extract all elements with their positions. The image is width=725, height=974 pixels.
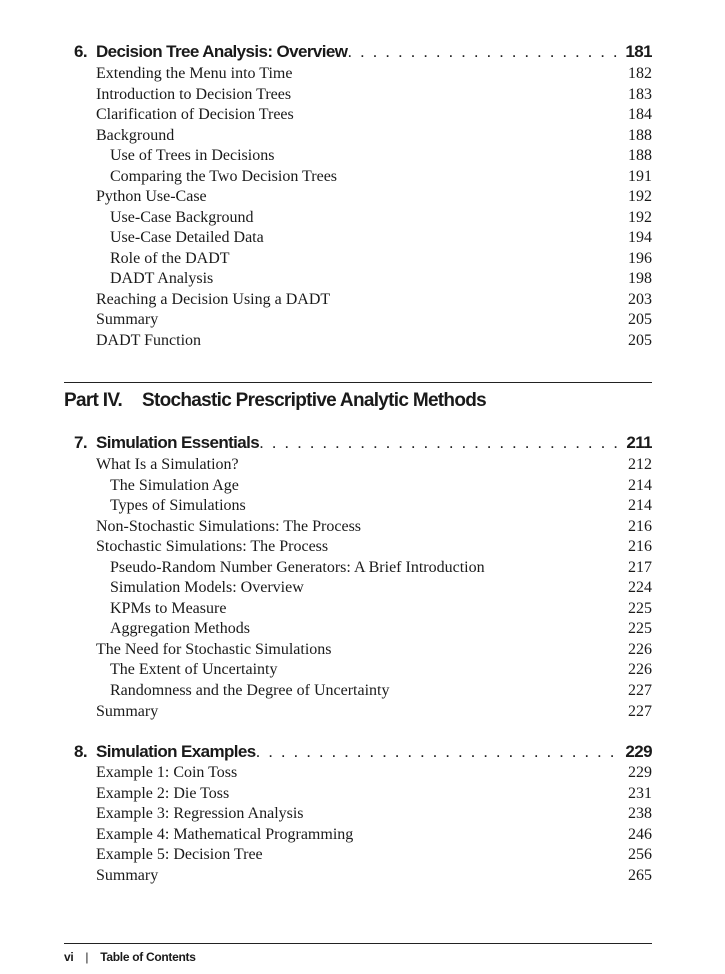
- page-footer: [64, 950, 196, 964]
- toc-entry[interactable]: [96, 332, 652, 352]
- toc-subentry[interactable]: [110, 209, 652, 229]
- entry-page: 188: [628, 127, 652, 144]
- footer-rule: [64, 943, 652, 944]
- toc-entry[interactable]: [96, 127, 652, 147]
- entry-label: The Extent of Uncertainty: [110, 661, 278, 678]
- entry-page: 216: [628, 518, 652, 535]
- entry-page: 217: [628, 559, 652, 576]
- toc-subentry[interactable]: [110, 559, 652, 579]
- toc-subentry[interactable]: [110, 497, 652, 517]
- entry-page: 183: [628, 86, 652, 103]
- entry-page: 246: [628, 826, 652, 843]
- entry-label: Background: [96, 127, 175, 144]
- entry-label: Aggregation Methods: [110, 620, 250, 637]
- entry-page: 205: [628, 311, 652, 328]
- toc-subentry[interactable]: [110, 168, 652, 188]
- toc-entry[interactable]: [96, 785, 652, 805]
- toc-subentry[interactable]: [110, 600, 652, 620]
- entry-page: 205: [628, 332, 652, 349]
- entry-page: 192: [628, 209, 652, 226]
- entry-label: Summary: [96, 867, 159, 884]
- chapter-title: Simulation Examples: [96, 742, 256, 761]
- entry-page: 191: [628, 168, 652, 185]
- toc-entry[interactable]: [96, 764, 652, 784]
- entry-label: Reaching a Decision Using a DADT: [96, 291, 331, 308]
- entry-label: Comparing the Two Decision Trees: [110, 168, 338, 185]
- toc-subentry[interactable]: [110, 229, 652, 249]
- toc-entry[interactable]: [96, 65, 652, 85]
- toc-entry[interactable]: [96, 291, 652, 311]
- chapter-page-number: 229: [625, 742, 652, 761]
- entry-label: Summary: [96, 703, 159, 720]
- toc-subentry[interactable]: [110, 620, 652, 640]
- entry-label: The Need for Stochastic Simulations: [96, 641, 332, 658]
- entry-label: Python Use-Case: [96, 188, 207, 205]
- chapter-page-number: 181: [625, 42, 652, 61]
- entry-label: Summary: [96, 311, 159, 328]
- toc-subentry[interactable]: [110, 661, 652, 681]
- entry-page: 188: [628, 147, 652, 164]
- entry-label: Use-Case Background: [110, 209, 254, 226]
- entry-label: Non-Stochastic Simulations: The Process: [96, 518, 362, 535]
- chapter-number: 8.: [74, 742, 87, 761]
- entry-page: 194: [628, 229, 652, 246]
- toc-entry[interactable]: [96, 106, 652, 126]
- part-divider-rule: [64, 382, 652, 383]
- entry-page: 225: [628, 620, 652, 637]
- toc-entry[interactable]: [96, 867, 652, 887]
- chapter-title: Simulation Essentials: [96, 433, 260, 452]
- chapter-page-number: 211: [626, 433, 652, 452]
- dot-leader: [259, 433, 618, 453]
- toc-subentry[interactable]: [110, 579, 652, 599]
- entry-page: 214: [628, 477, 652, 494]
- toc-subentry[interactable]: [110, 270, 652, 290]
- part-label: Part IV.: [64, 390, 123, 411]
- entry-label: What Is a Simulation?: [96, 456, 239, 473]
- entry-label: DADT Analysis: [110, 270, 214, 287]
- toc-entry[interactable]: [96, 641, 652, 661]
- entry-page: 182: [628, 65, 652, 82]
- part-heading[interactable]: [64, 390, 486, 416]
- entry-page: 212: [628, 456, 652, 473]
- entry-label: Example 4: Mathematical Programming: [96, 826, 354, 843]
- entry-label: Example 1: Coin Toss: [96, 764, 238, 781]
- toc-subentry[interactable]: [110, 147, 652, 167]
- entry-page: 225: [628, 600, 652, 617]
- entry-label: Example 2: Die Toss: [96, 785, 230, 802]
- entry-label: Example 3: Regression Analysis: [96, 805, 304, 822]
- toc-entry[interactable]: [96, 826, 652, 846]
- toc-subentry[interactable]: [110, 682, 652, 702]
- entry-label: Simulation Models: Overview: [110, 579, 304, 596]
- chapter-8-heading[interactable]: [74, 742, 652, 766]
- entry-page: 226: [628, 661, 652, 678]
- entry-label: Types of Simulations: [110, 497, 246, 514]
- part-title: Stochastic Prescriptive Analytic Methods: [142, 390, 487, 411]
- dot-leader: [347, 42, 617, 62]
- entry-label: Role of the DADT: [110, 250, 230, 267]
- toc-entry[interactable]: [96, 86, 652, 106]
- entry-page: 203: [628, 291, 652, 308]
- entry-label: Use of Trees in Decisions: [110, 147, 275, 164]
- toc-entry[interactable]: [96, 846, 652, 866]
- entry-label: KPMs to Measure: [110, 600, 227, 617]
- entry-page: 229: [628, 764, 652, 781]
- entry-page: 198: [628, 270, 652, 287]
- chapter-number: 7.: [74, 433, 87, 452]
- toc-entry[interactable]: [96, 518, 652, 538]
- entry-label: Extending the Menu into Time: [96, 65, 293, 82]
- toc-entry[interactable]: [96, 311, 652, 331]
- toc-entry[interactable]: [96, 703, 652, 723]
- entry-page: 184: [628, 106, 652, 123]
- entry-page: 231: [628, 785, 652, 802]
- toc-entry[interactable]: [96, 805, 652, 825]
- toc-entry[interactable]: [96, 188, 652, 208]
- toc-entry[interactable]: [96, 538, 652, 558]
- entry-page: 196: [628, 250, 652, 267]
- entry-page: 192: [628, 188, 652, 205]
- toc-entry[interactable]: [96, 456, 652, 476]
- entry-label: Introduction to Decision Trees: [96, 86, 292, 103]
- entry-label: Stochastic Simulations: The Process: [96, 538, 329, 555]
- entry-page: 224: [628, 579, 652, 596]
- chapter-7-heading[interactable]: [74, 433, 652, 457]
- entry-page: 227: [628, 703, 652, 720]
- footer-section-title: Table of Contents: [100, 950, 196, 964]
- entry-label: Clarification of Decision Trees: [96, 106, 294, 123]
- entry-page: 214: [628, 497, 652, 514]
- toc-subentry[interactable]: [110, 477, 652, 497]
- chapter-6-heading[interactable]: [74, 42, 652, 66]
- footer-separator: |: [85, 950, 89, 964]
- dot-leader: [256, 742, 618, 762]
- entry-label: Randomness and the Degree of Uncertainty: [110, 682, 390, 699]
- entry-label: Pseudo-Random Number Generators: A Brief Introduction: [110, 559, 485, 576]
- footer-page-number: vi: [64, 950, 74, 964]
- entry-label: Use-Case Detailed Data: [110, 229, 264, 246]
- toc-subentry[interactable]: [110, 250, 652, 270]
- chapter-title: Decision Tree Analysis: Overview: [96, 42, 348, 61]
- entry-label: Example 5: Decision Tree: [96, 846, 263, 863]
- entry-page: 226: [628, 641, 652, 658]
- entry-label: DADT Function: [96, 332, 202, 349]
- entry-page: 256: [628, 846, 652, 863]
- entry-page: 216: [628, 538, 652, 555]
- entry-page: 265: [628, 867, 652, 884]
- entry-page: 227: [628, 682, 652, 699]
- chapter-number: 6.: [74, 42, 87, 61]
- entry-label: The Simulation Age: [110, 477, 239, 494]
- entry-page: 238: [628, 805, 652, 822]
